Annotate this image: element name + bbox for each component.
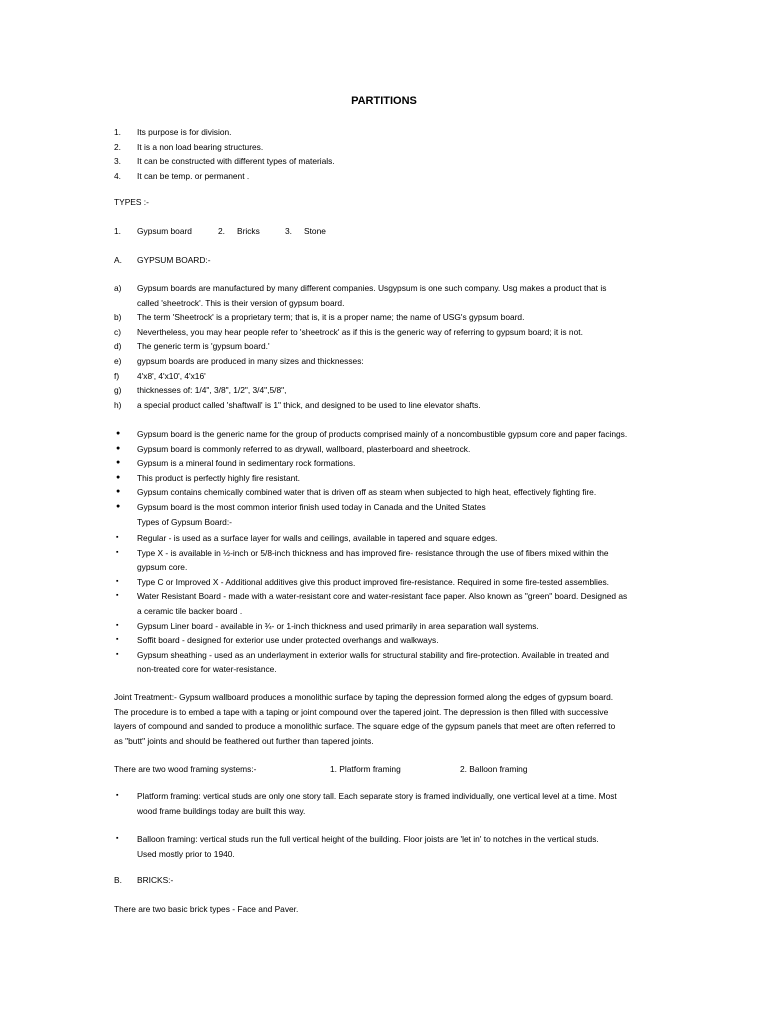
list-text: Platform framing: vertical studs are only one story tall. Each separate story is framed individually, one vertical level at a time. Most wood frame buildings today are built this way.	[137, 791, 617, 816]
list-text: Balloon framing: vertical studs run the full vertical height of the building. Floor joists are 'let in' to notches in the vertical studs. Used mostly prior to 1940.	[137, 834, 599, 859]
section-title: GYPSUM BOARD:-	[137, 255, 211, 265]
type-number: 3.	[285, 226, 292, 236]
sub-heading: Types of Gypsum Board:-	[137, 516, 232, 527]
list-text: Its purpose is for division.	[137, 127, 232, 137]
list-text: Gypsum Liner board - available in ¾- or 1-inch thickness and used primarily in area separation wall systems.	[137, 620, 539, 631]
framing-option: 2. Balloon framing	[460, 764, 528, 774]
bullet-icon: ●	[116, 473, 121, 481]
bullet-list	[0, 427, 768, 529]
list-item	[0, 589, 768, 618]
section-b-heading	[0, 873, 768, 888]
lettered-list	[0, 281, 768, 412]
list-text: The generic term is 'gypsum board.'	[137, 341, 270, 352]
list-item	[0, 648, 768, 677]
list-item	[0, 354, 768, 369]
list-text: This product is perfectly highly fire resistant.	[137, 472, 300, 483]
list-text: a special product called 'shaftwall' is 1" thick, and designed to be used to line elevator shafts.	[137, 399, 481, 410]
square-bullet-icon: ▪	[116, 592, 119, 600]
square-bullet-icon: ▪	[116, 577, 119, 585]
section-a-heading	[0, 253, 768, 268]
list-text: Gypsum board is commonly referred to as drywall, wallboard, plasterboard and sheetrock.	[137, 443, 471, 454]
list-text: It can be constructed with different types of materials.	[137, 156, 335, 167]
list-letter: c)	[114, 326, 121, 337]
list-item	[0, 456, 768, 471]
bricks-text: There are two basic brick types - Face and Paver.	[114, 904, 299, 914]
list-text: Water Resistant Board - made with a water-resistant core and water-resistant face paper. Also known as "green" board. Designed as a ceramic tile backer board .	[137, 591, 628, 616]
square-bullet-icon: ▪	[116, 650, 119, 658]
list-text: thicknesses of: 1/4", 3/8", 1/2", 3/4",5/8",	[137, 385, 287, 396]
framing-systems-line	[0, 762, 768, 777]
list-item	[0, 633, 768, 648]
square-bullet-icon: ▪	[116, 548, 119, 556]
type-label: Bricks	[237, 226, 260, 236]
square-bullet-icon: ▪	[116, 835, 119, 842]
bullet-icon: ●	[116, 430, 121, 437]
list-item	[0, 832, 768, 861]
list-letter: b)	[114, 312, 122, 323]
framing-list	[0, 789, 768, 818]
list-item	[0, 427, 768, 442]
types-row	[0, 224, 768, 239]
section-title: BRICKS:-	[137, 875, 174, 885]
framing-list	[0, 832, 768, 861]
bullet-icon: ●	[116, 444, 121, 452]
list-item	[0, 546, 768, 575]
list-item	[0, 369, 768, 384]
section-letter: A.	[114, 255, 122, 265]
list-number: 2.	[114, 141, 121, 152]
list-text: Nevertheless, you may hear people refer to 'sheetrock' as if this is the generic way of referring to gypsum board; it is not.	[137, 326, 583, 337]
list-text: It can be temp. or permanent .	[137, 170, 250, 181]
list-item	[0, 154, 768, 169]
list-letter: h)	[114, 399, 122, 410]
bullet-icon: ●	[116, 502, 121, 510]
gypsum-types-list	[0, 531, 768, 677]
list-item	[0, 140, 768, 155]
list-number: 3.	[114, 156, 121, 167]
list-text: Type C or Improved X - Additional additives give this product improved fire-resistance. Required in some fire-tested assemblies.	[137, 576, 610, 587]
square-bullet-icon: ▪	[116, 621, 119, 629]
list-item	[0, 500, 768, 529]
section-letter: B.	[114, 875, 122, 885]
list-text: Gypsum is a mineral found in sedimentary rock formations.	[137, 458, 356, 469]
list-item	[0, 619, 768, 634]
list-text: Soffit board - designed for exterior use under protected overhangs and walkways.	[137, 635, 439, 646]
list-item	[0, 789, 768, 818]
list-item	[0, 398, 768, 413]
list-item	[0, 383, 768, 398]
list-text: Gypsum sheathing - used as an underlayment in exterior walls for structural stability and fire-protection. Available in treated and non-treated core for water-resistance.	[137, 649, 609, 675]
list-text: The term 'Sheetrock' is a proprietary term; that is, it is a proper name; the name of USG's gypsum board.	[137, 312, 525, 323]
list-text: Regular - is used as a surface layer for walls and ceilings, available in tapered and square edges.	[137, 533, 498, 543]
types-heading: TYPES :-	[114, 197, 149, 207]
list-letter: g)	[114, 385, 122, 396]
framing-option: 1. Platform framing	[330, 764, 401, 774]
list-item	[0, 310, 768, 325]
list-item	[0, 485, 768, 500]
list-item	[0, 575, 768, 590]
list-text: 4'x8', 4'x10', 4'x16'	[137, 370, 206, 381]
type-label: Gypsum board	[137, 226, 192, 236]
list-letter: e)	[114, 355, 122, 366]
list-text: Gypsum board is the most common interior finish used today in Canada and the United States Types of Gypsum Board:-	[137, 500, 692, 529]
list-number: 4.	[114, 170, 121, 181]
type-number: 1.	[114, 226, 121, 236]
type-label: Stone	[304, 226, 326, 236]
list-item	[0, 281, 768, 310]
square-bullet-icon: ▪	[116, 534, 119, 541]
joint-treatment-paragraph: Joint Treatment:- Gypsum wallboard produces a monolithic surface by taping the depression formed along the edges of gypsum board. The procedure is to embed a tape with a taping or joint compound over the tapered joint. The depression is then filled with successive layers of compound and sanded to produce a monolithic surface. The square edge of the gypsum panels that meet are often referred to as "butt" joints and should be feathered out further than tapered joints.	[114, 692, 616, 746]
square-bullet-icon: ▪	[116, 636, 119, 644]
list-letter: f)	[114, 370, 120, 381]
list-number: 1.	[114, 127, 121, 137]
list-item	[0, 325, 768, 340]
bullet-icon: ●	[116, 459, 121, 467]
intro-list	[0, 125, 768, 183]
list-item	[0, 442, 768, 457]
list-text: Gypsum contains chemically combined water that is driven off as steam when subjected to high heat, effectively fighting fire.	[137, 487, 597, 498]
list-item	[0, 339, 768, 354]
list-text: Gypsum board is the generic name for the group of products comprised mainly of a noncombustible gypsum core and paper facings.	[137, 429, 628, 439]
list-letter: d)	[114, 341, 122, 352]
bullet-icon: ●	[116, 488, 121, 496]
list-item	[0, 125, 768, 140]
list-item	[0, 169, 768, 184]
page-title: PARTITIONS	[351, 95, 417, 107]
type-number: 2.	[218, 226, 225, 236]
list-text: Gypsum boards are manufactured by many different companies. Usgypsum is one such company. Usg makes a product that is called 'sheetrock'. This is their version of gypsum board.	[137, 283, 607, 308]
square-bullet-icon: ▪	[116, 792, 119, 799]
list-item	[0, 471, 768, 486]
framing-intro: There are two wood framing systems:-	[114, 764, 257, 774]
types-list	[0, 224, 768, 239]
list-text: Type X - is available in ½-inch or 5/8-inch thickness and has improved fire- resistance through the use of fibers mixed within the gypsum core.	[137, 547, 609, 573]
list-letter: a)	[114, 283, 122, 293]
list-item	[0, 531, 768, 546]
list-text: gypsum boards are produced in many sizes and thicknesses:	[137, 355, 364, 366]
list-text: It is a non load bearing structures.	[137, 141, 264, 152]
